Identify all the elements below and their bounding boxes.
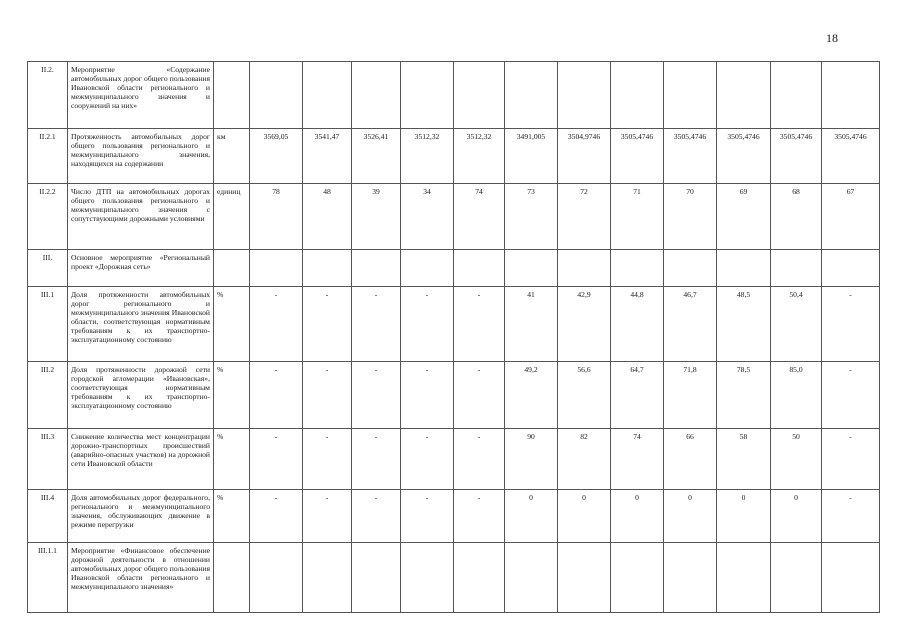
value-cell xyxy=(250,62,303,129)
table-row xyxy=(28,362,880,429)
value-cell: 46,7 xyxy=(664,287,717,362)
value-cell xyxy=(250,250,303,287)
value-cell xyxy=(664,62,717,129)
indicator-name: Основное мероприятие «Региональный проект «Дорожная сеть» xyxy=(68,250,214,287)
row-number: III.4 xyxy=(28,490,68,543)
value-cell xyxy=(303,62,352,129)
value-cell: - xyxy=(352,362,401,429)
value-cell: - xyxy=(250,362,303,429)
unit-cell xyxy=(214,543,250,613)
indicator-name: Доля протяженности дорожной сети городской агломерации «Ивановская», соответствующая нормативным требованиям к их транспортно-эксплуатационному состоянию xyxy=(68,362,214,429)
value-cell: - xyxy=(250,287,303,362)
indicator-name: Доля протяженности автомобильных дорог регионального и межмуниципального значения Ивановской области, соответствующая нормативным требованиям к их транспортно-эксплуатационному состоянию xyxy=(68,287,214,362)
value-cell: 50 xyxy=(771,429,822,490)
value-cell: 0 xyxy=(558,490,611,543)
value-cell: - xyxy=(401,429,454,490)
value-cell: 66 xyxy=(664,429,717,490)
value-cell: 0 xyxy=(717,490,771,543)
page-number: 18 xyxy=(826,31,838,45)
value-cell xyxy=(771,62,822,129)
value-cell: 70 xyxy=(664,184,717,250)
value-cell xyxy=(558,543,611,613)
value-cell: - xyxy=(303,429,352,490)
value-cell: 78 xyxy=(250,184,303,250)
row-number: III.1.1 xyxy=(28,543,68,613)
value-cell: 3505,4746 xyxy=(717,129,771,184)
value-cell: 42,9 xyxy=(558,287,611,362)
value-cell: 48,5 xyxy=(717,287,771,362)
value-cell: 3526,41 xyxy=(352,129,401,184)
value-cell: - xyxy=(454,287,505,362)
value-cell xyxy=(505,62,558,129)
value-cell: 3512,32 xyxy=(401,129,454,184)
value-cell: 82 xyxy=(558,429,611,490)
unit-cell xyxy=(214,62,250,129)
table-row xyxy=(28,543,880,613)
value-cell xyxy=(664,543,717,613)
value-cell: - xyxy=(822,362,880,429)
unit-cell: % xyxy=(214,490,250,543)
unit-cell: единиц xyxy=(214,184,250,250)
value-cell: 69 xyxy=(717,184,771,250)
value-cell xyxy=(454,543,505,613)
value-cell: - xyxy=(401,287,454,362)
value-cell: 49,2 xyxy=(505,362,558,429)
value-cell: 0 xyxy=(664,490,717,543)
value-cell: 0 xyxy=(611,490,664,543)
value-cell xyxy=(401,250,454,287)
value-cell: 3504,9746 xyxy=(558,129,611,184)
value-cell: - xyxy=(303,490,352,543)
unit-cell: % xyxy=(214,287,250,362)
row-number: III. xyxy=(28,250,68,287)
indicator-name: Доля автомобильных дорог федерального, регионального и межмуниципального значения, обслуживающих движение в режиме перегрузки xyxy=(68,490,214,543)
table-row xyxy=(28,129,880,184)
unit-cell: км xyxy=(214,129,250,184)
value-cell: 72 xyxy=(558,184,611,250)
value-cell xyxy=(664,250,717,287)
value-cell: - xyxy=(352,490,401,543)
value-cell xyxy=(771,543,822,613)
value-cell xyxy=(717,250,771,287)
value-cell xyxy=(558,250,611,287)
value-cell: - xyxy=(401,490,454,543)
table-row xyxy=(28,250,880,287)
value-cell: 67 xyxy=(822,184,880,250)
value-cell xyxy=(611,62,664,129)
value-cell: - xyxy=(454,429,505,490)
value-cell: 3569,05 xyxy=(250,129,303,184)
value-cell xyxy=(401,543,454,613)
value-cell: 39 xyxy=(352,184,401,250)
table-row xyxy=(28,287,880,362)
value-cell: 78,5 xyxy=(717,362,771,429)
row-number: II.2.1 xyxy=(28,129,68,184)
value-cell xyxy=(303,543,352,613)
value-cell: - xyxy=(454,490,505,543)
value-cell: 74 xyxy=(611,429,664,490)
value-cell: - xyxy=(822,287,880,362)
value-cell: 68 xyxy=(771,184,822,250)
value-cell: 73 xyxy=(505,184,558,250)
value-cell: 50,4 xyxy=(771,287,822,362)
row-number: III.2 xyxy=(28,362,68,429)
value-cell: 58 xyxy=(717,429,771,490)
value-cell: - xyxy=(352,429,401,490)
value-cell: 71,8 xyxy=(664,362,717,429)
value-cell: 85,0 xyxy=(771,362,822,429)
value-cell: 90 xyxy=(505,429,558,490)
value-cell: 56,6 xyxy=(558,362,611,429)
value-cell xyxy=(558,62,611,129)
value-cell: - xyxy=(454,362,505,429)
value-cell xyxy=(401,62,454,129)
value-cell xyxy=(771,250,822,287)
value-cell xyxy=(303,250,352,287)
indicator-name: Мероприятие «Финансовое обеспечение дорожной деятельности в отношении автомобильных дорог общего пользования Ивановской области регионального и межмуниципального значения» xyxy=(68,543,214,613)
value-cell: - xyxy=(250,490,303,543)
value-cell: 3505,4746 xyxy=(771,129,822,184)
value-cell xyxy=(822,543,880,613)
value-cell: 3491,005 xyxy=(505,129,558,184)
value-cell: - xyxy=(401,362,454,429)
row-number: II.2. xyxy=(28,62,68,129)
value-cell: 44,8 xyxy=(611,287,664,362)
unit-cell: % xyxy=(214,429,250,490)
value-cell: 3505,4746 xyxy=(611,129,664,184)
table-row xyxy=(28,184,880,250)
indicator-name: Число ДТП на автомобильных дорогах общего пользования регионального и межмуниципального значения с сопутствующими дорожными условиями xyxy=(68,184,214,250)
table-row xyxy=(28,62,880,129)
value-cell: - xyxy=(822,429,880,490)
row-number: II.2.2 xyxy=(28,184,68,250)
row-number: III.1 xyxy=(28,287,68,362)
value-cell xyxy=(505,543,558,613)
value-cell: 3512,32 xyxy=(454,129,505,184)
unit-cell: % xyxy=(214,362,250,429)
value-cell xyxy=(250,543,303,613)
value-cell: 3505,4746 xyxy=(664,129,717,184)
value-cell: 3505,4746 xyxy=(822,129,880,184)
indicator-name: Протяженность автомобильных дорог общего пользования регионального и межмуниципального значения, находящихся на содержании xyxy=(68,129,214,184)
value-cell xyxy=(611,250,664,287)
table-row xyxy=(28,490,880,543)
value-cell xyxy=(454,62,505,129)
value-cell xyxy=(822,250,880,287)
value-cell xyxy=(352,62,401,129)
row-number: III.3 xyxy=(28,429,68,490)
value-cell: 48 xyxy=(303,184,352,250)
value-cell xyxy=(822,62,880,129)
value-cell: - xyxy=(822,490,880,543)
indicators-table xyxy=(27,61,880,613)
value-cell: 34 xyxy=(401,184,454,250)
value-cell xyxy=(352,543,401,613)
value-cell: - xyxy=(352,287,401,362)
value-cell: 0 xyxy=(771,490,822,543)
value-cell: 0 xyxy=(505,490,558,543)
value-cell: - xyxy=(303,287,352,362)
value-cell xyxy=(505,250,558,287)
value-cell: 64,7 xyxy=(611,362,664,429)
value-cell xyxy=(454,250,505,287)
indicator-name: Снижение количества мест концентрации дорожно-транспортных происшествий (аварийно-опасных участков) на дорожной сети Ивановской области xyxy=(68,429,214,490)
value-cell xyxy=(717,62,771,129)
value-cell: 71 xyxy=(611,184,664,250)
table-row xyxy=(28,429,880,490)
unit-cell xyxy=(214,250,250,287)
value-cell: - xyxy=(303,362,352,429)
value-cell: 41 xyxy=(505,287,558,362)
value-cell xyxy=(717,543,771,613)
value-cell xyxy=(611,543,664,613)
indicator-name: Мероприятие «Содержание автомобильных дорог общего пользования Ивановской области регионального и межмуниципального значения и сооружений на них» xyxy=(68,62,214,129)
value-cell: - xyxy=(250,429,303,490)
value-cell: 74 xyxy=(454,184,505,250)
value-cell: 3541,47 xyxy=(303,129,352,184)
value-cell xyxy=(352,250,401,287)
